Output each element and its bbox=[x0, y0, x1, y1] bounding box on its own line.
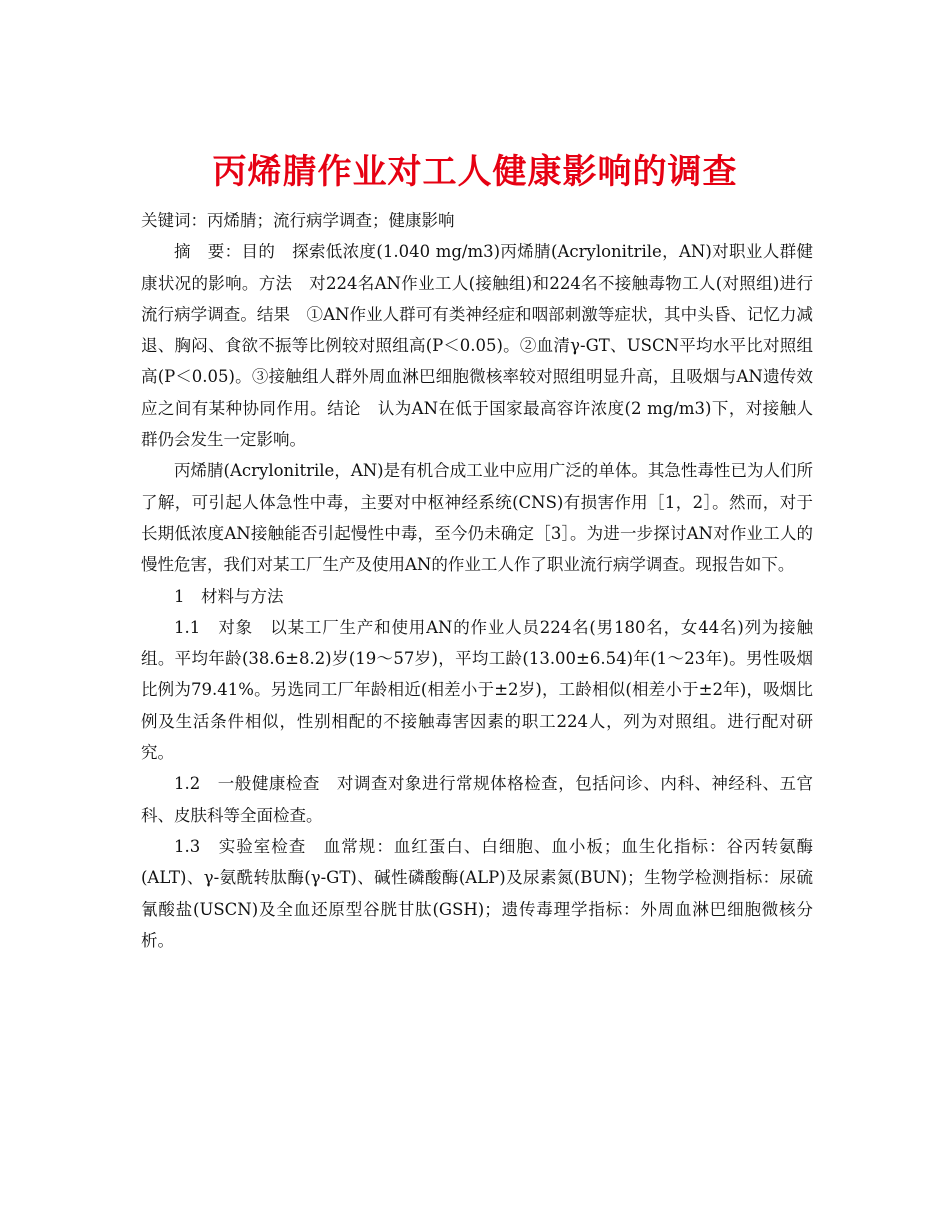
subsection-1-2: 1.2 一般健康检查 对调查对象进行常规体格检查，包括问诊、内科、神经科、五官科、皮肤科等全面检查。 bbox=[141, 774, 813, 825]
document-body bbox=[141, 205, 813, 956]
subsection-1-3: 1.3 实验室检查 血常规：血红蛋白、白细胞、血小板；血生化指标：谷丙转氨酶(ALT)、γ-氨酰转肽酶(γ-GT)、碱性磷酸酶(ALP)及尿素氮(BUN)；生物学检测指标：尿硫氰酸盐(USCN)及全血还原型谷胱甘肽(GSH)；遗传毒理学指标：外周血淋巴细胞微核分析。 bbox=[141, 836, 813, 950]
document-title: 丙烯腈作业对工人健康影响的调查 bbox=[212, 151, 738, 192]
intro-paragraph: 丙烯腈(Acrylonitrile，AN)是有机合成工业中应用广泛的单体。其急性毒性已为人们所了解，可引起人体急性中毒，主要对中枢神经系统(CNS)有损害作用［1，2］。然而，对于长期低浓度AN接触能否引起慢性中毒，至今仍未确定［3］。为进一步探讨AN对作业工人的慢性危害，我们对某工厂生产及使用AN的作业工人作了职业流行病学调查。现报告如下。 bbox=[141, 461, 813, 575]
abstract-paragraph: 摘 要：目的 探索低浓度(1.040 mg/m3)丙烯腈(Acrylonitrile，AN)对职业人群健康状况的影响。方法 对224名AN作业工人(接触组)和224名不接触毒物工人(对照组)进行流行病学调查。结果 ①AN作业人群可有类神经症和咽部刺激等症状，其中头昏、记忆力减退、胸闷、食欲不振等比例较对照组高(P＜0.05)。②血清γ-GT、USCN平均水平比对照组高(P＜0.05)。③接触组人群外周血淋巴细胞微核率较对照组明显升高，且吸烟与AN遗传效应之间有某种协同作用。结论 认为AN在低于国家最高容许浓度(2 mg/m3)下，对接触人群仍会发生一定影响。 bbox=[141, 242, 813, 450]
section-heading: 1 材料与方法 bbox=[174, 586, 284, 606]
subsection-1-1: 1.1 对象 以某工厂生产和使用AN的作业人员224名(男180名，女44名)列为接触组。平均年龄(38.6±8.2)岁(19～57岁)，平均工龄(13.00±6.54)年(1～23年)。男性吸烟比例为79.41%。另选同工厂年龄相近(相差小于±2岁)，工龄相似(相差小于±2年)，吸烟比例及生活条件相似，性别相配的不接触毒害因素的职工224人，列为对照组。进行配对研究。 bbox=[141, 617, 813, 763]
keywords-line: 关键词：丙烯腈；流行病学调查；健康影响 bbox=[141, 211, 455, 230]
